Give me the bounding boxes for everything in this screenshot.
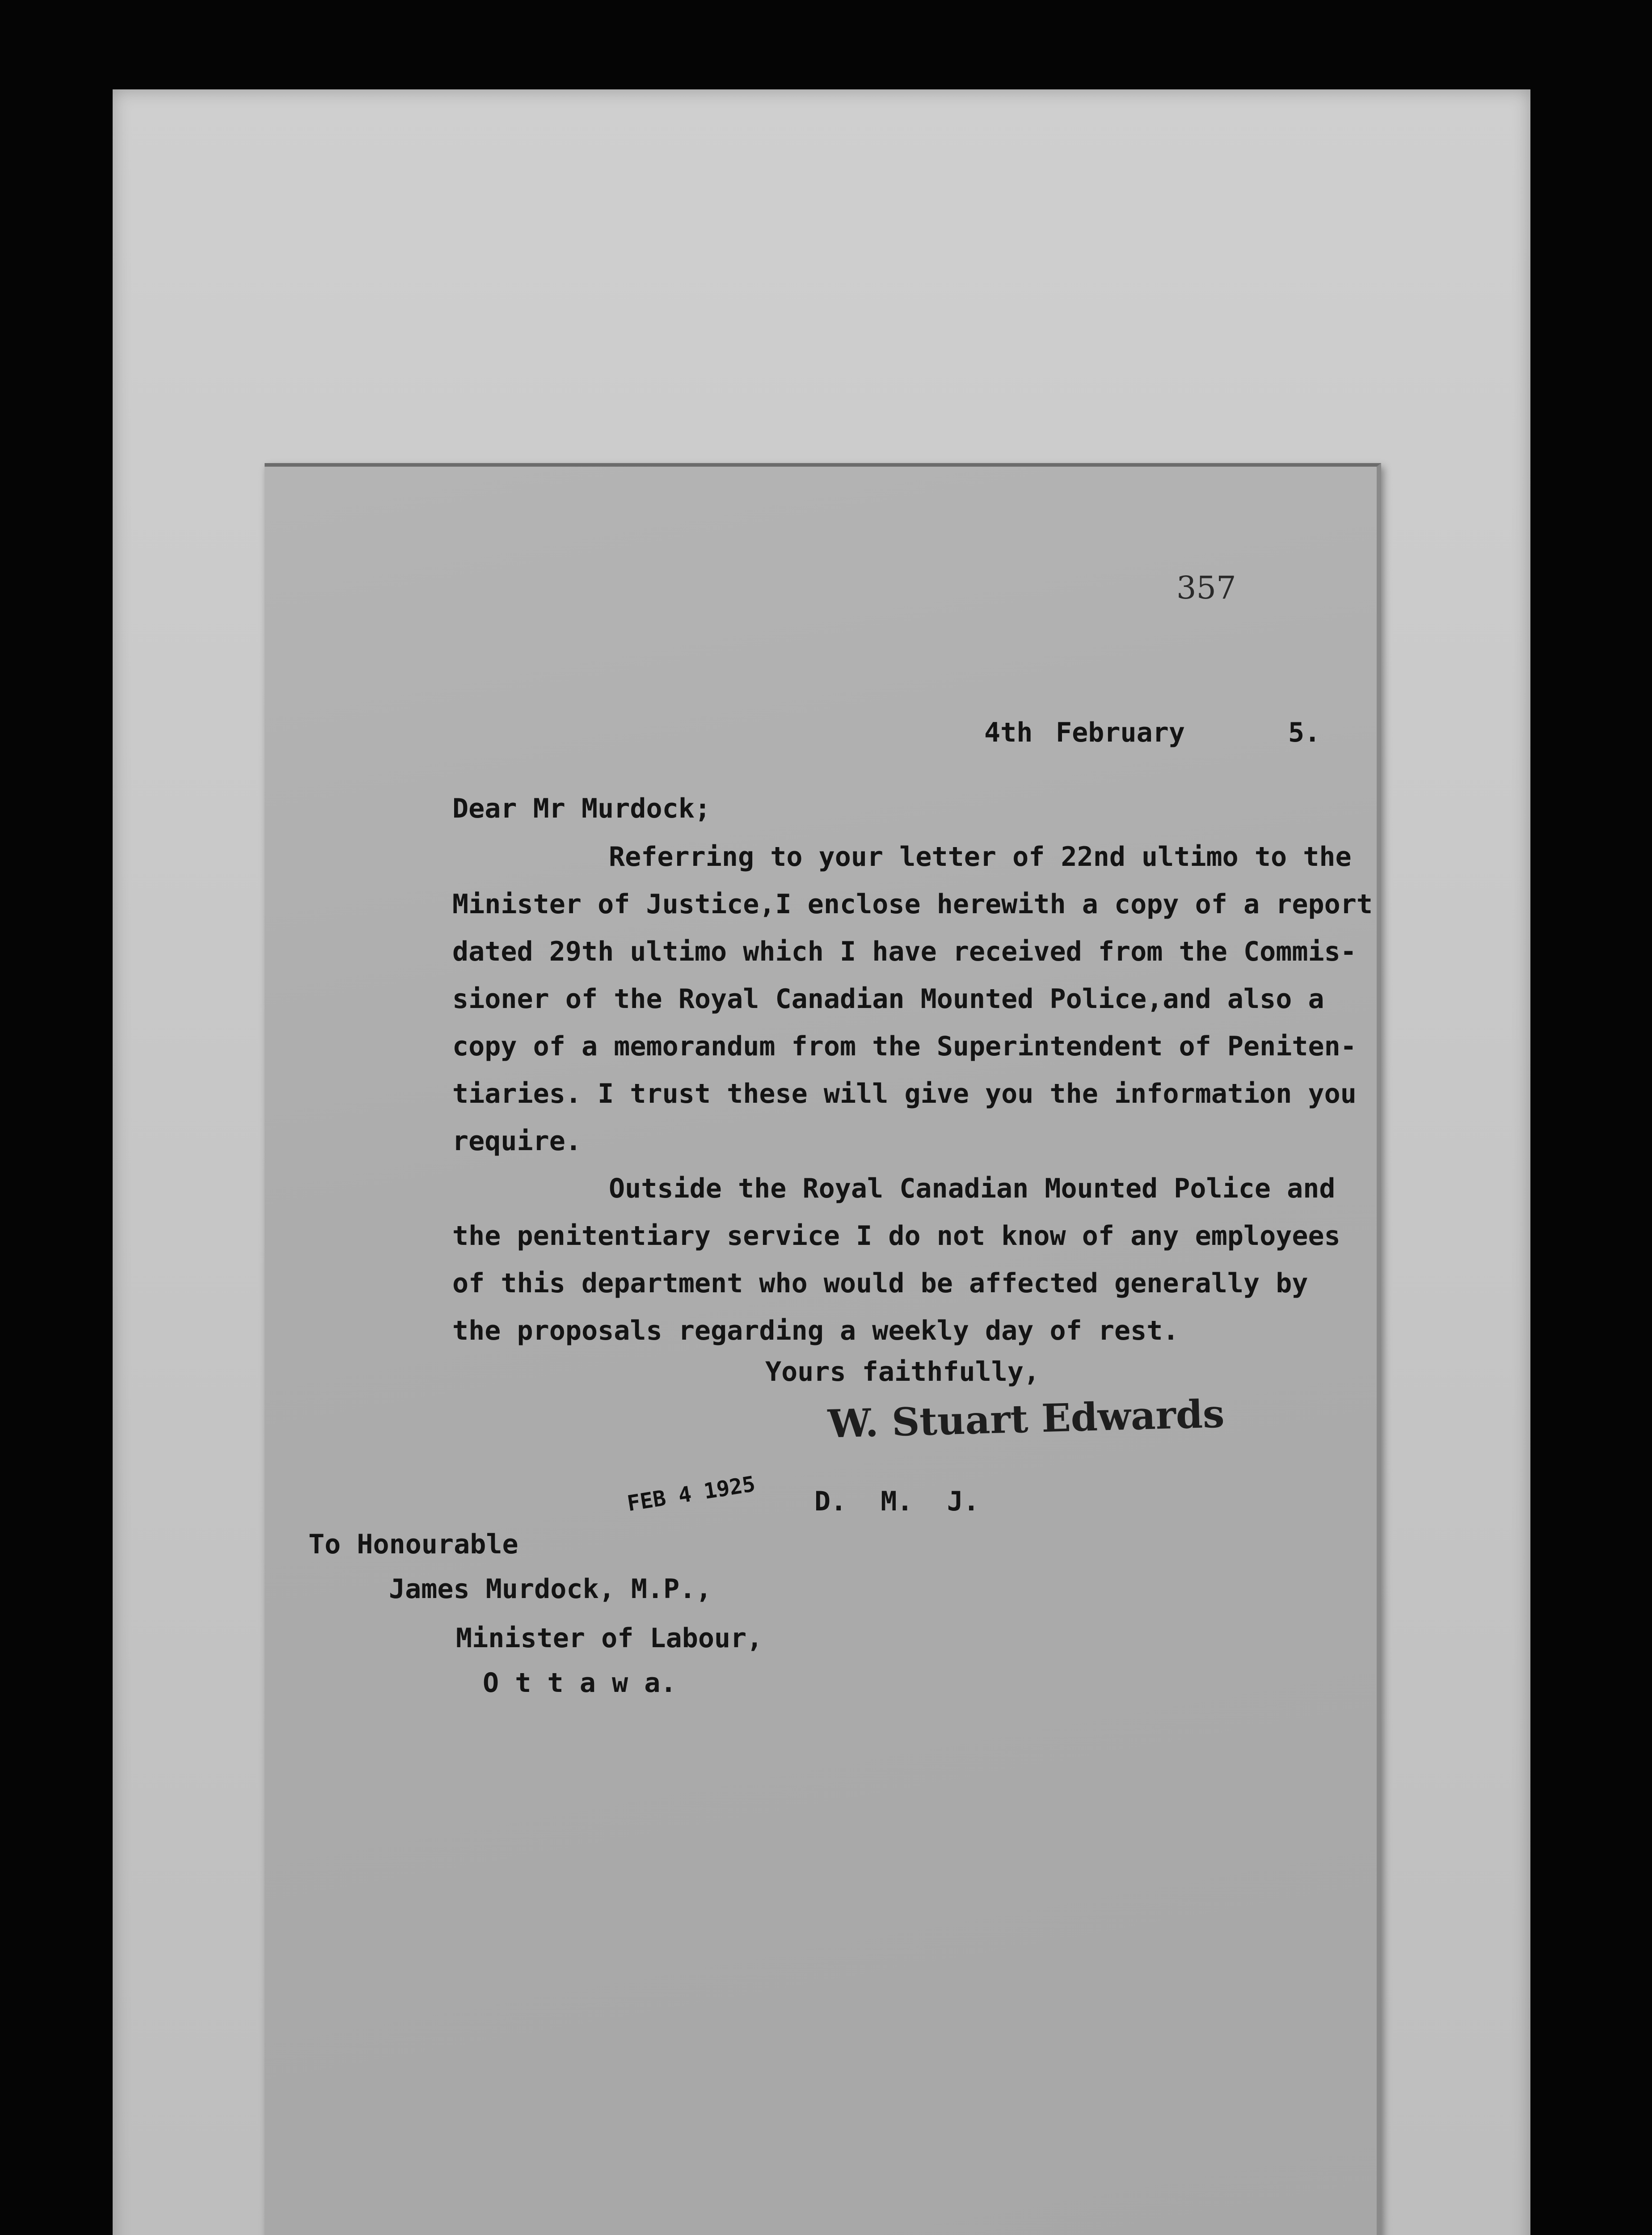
date-day: 4th (984, 717, 1033, 748)
body-line: Referring to your letter of 22nd ultimo to the (609, 841, 1352, 873)
salutation: Dear Mr Murdock; (452, 793, 711, 824)
body-line: require. (452, 1126, 582, 1157)
date-month: February (1056, 717, 1185, 748)
body-line: copy of a memorandum from the Superintendent of Peniten- (452, 1031, 1357, 1062)
closing: Yours faithfully, (765, 1356, 1040, 1387)
signature: W. Stuart Edwards (827, 1391, 1225, 1447)
body-line: of this department who would be affected generally by (452, 1268, 1308, 1299)
addressee-line-1: To Honourable (308, 1529, 518, 1560)
body-line: Minister of Justice,I enclose herewith a copy of a report (452, 889, 1373, 920)
signer-initials: D. M. J. (814, 1486, 979, 1517)
date-year: 5. (1288, 717, 1321, 748)
body-line: the proposals regarding a weekly day of rest. (452, 1315, 1179, 1346)
addressee-line-3: Minister of Labour, (456, 1623, 763, 1654)
body-line: the penitentiary service I do not know of any employees (452, 1220, 1340, 1252)
letter-page (265, 463, 1381, 2235)
addressee-line-2: James Murdock, M.P., (389, 1573, 712, 1605)
addressee-line-4: O t t a w a. (483, 1667, 677, 1699)
body-line: dated 29th ultimo which I have received from the Commis- (452, 936, 1357, 967)
body-line: sioner of the Royal Canadian Mounted Police,and also a (452, 983, 1324, 1015)
received-date-stamp: FEB 4 1925 (625, 1471, 757, 1517)
page-number: 357 (1176, 569, 1236, 606)
body-line: Outside the Royal Canadian Mounted Police and (609, 1173, 1336, 1204)
body-line: tiaries. I trust these will give you the information you (452, 1078, 1357, 1109)
letter-body (452, 833, 1373, 1354)
